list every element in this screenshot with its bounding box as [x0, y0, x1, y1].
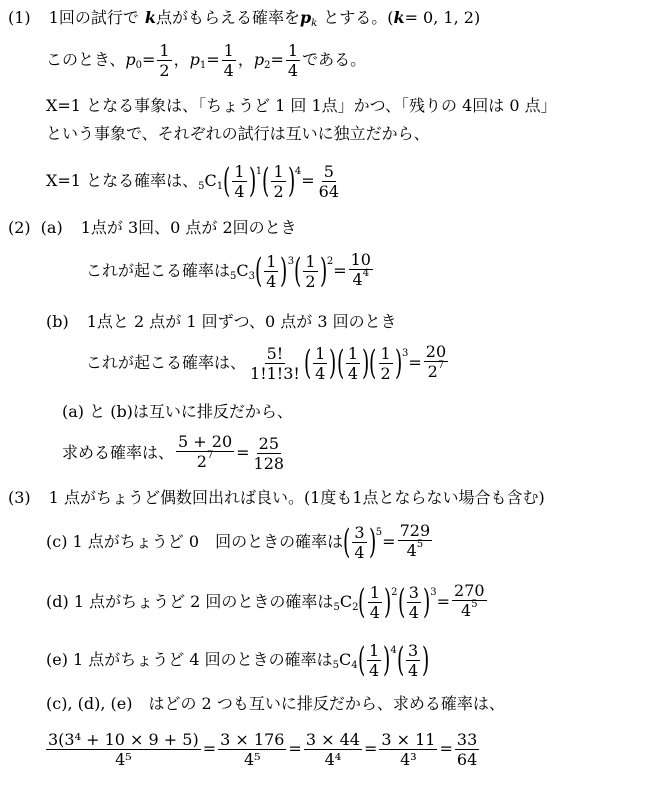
- paren: ): [383, 582, 392, 622]
- fraction: [304, 730, 362, 769]
- p3-d: [46, 580, 489, 624]
- den: 4: [354, 542, 365, 562]
- fraction: [346, 344, 360, 383]
- final-text: 求める確率は、: [62, 443, 175, 462]
- eq: =: [301, 171, 315, 190]
- den: 4³: [400, 749, 417, 769]
- fraction: [407, 583, 421, 622]
- eq: =: [206, 50, 220, 69]
- den: 4: [266, 271, 277, 291]
- den: 64: [318, 181, 340, 201]
- num: 20: [425, 342, 447, 361]
- num: 5: [323, 161, 334, 181]
- den: 128: [253, 453, 285, 473]
- den-base: 4: [406, 541, 417, 560]
- fraction: [248, 344, 302, 383]
- p3-cde-line: (c), (d), (e) はどの 2 つも互いに排反だから、求める確率は、: [46, 694, 505, 713]
- den-exp: 7: [206, 450, 214, 461]
- paren: (: [255, 251, 263, 291]
- paren: (: [336, 343, 344, 383]
- paren: (: [369, 343, 377, 383]
- problem-3-number: (3): [8, 488, 31, 507]
- c-text: (c) 1 点がちょうど 0 回のときの確率は: [46, 532, 344, 551]
- p0-sub: 0: [135, 60, 142, 71]
- paren: ): [362, 343, 370, 383]
- paren: (: [294, 251, 302, 291]
- num: 1: [287, 40, 299, 60]
- c-post: 1: [216, 181, 224, 192]
- den-exp: 5: [416, 539, 424, 550]
- eq: =: [333, 261, 347, 280]
- den: [351, 270, 372, 292]
- fraction: [46, 730, 201, 769]
- paren: (: [223, 161, 231, 201]
- k-values: = 0, 1, 2): [404, 8, 481, 27]
- p3-e: [46, 638, 429, 682]
- paren: (: [343, 522, 351, 562]
- p3-intro: 1 点がちょうど偶数回出れば良い。(1度も1点とならない場合も含む): [48, 488, 545, 507]
- p1-text: 1回の試行で: [48, 8, 139, 27]
- den-base: 4: [352, 270, 363, 289]
- num: 729: [399, 521, 431, 540]
- p1: p: [189, 50, 200, 69]
- num: 3 × 176: [220, 729, 285, 749]
- p3-line1: [8, 488, 545, 508]
- paren: ): [287, 161, 295, 201]
- paren: (: [303, 343, 312, 383]
- eq: =: [408, 353, 422, 372]
- num: 1: [273, 161, 284, 181]
- paren: (: [262, 161, 270, 201]
- paren: (: [357, 640, 365, 680]
- num: 1: [305, 251, 316, 271]
- den-exp: 5: [471, 599, 478, 610]
- p2-final: [62, 430, 288, 476]
- num: 3: [408, 640, 419, 660]
- fraction: [406, 641, 420, 680]
- paren: ): [422, 582, 431, 622]
- paren: ): [319, 251, 327, 291]
- p1-l2-end: である。: [302, 50, 367, 69]
- num: 1: [159, 40, 170, 60]
- b-text: 1点と 2 点が 1 回ずつ、0 点が 3 回のとき: [86, 312, 397, 331]
- fraction: [313, 344, 327, 383]
- paren: (: [397, 582, 405, 622]
- p1-line4: という事象で、それぞれの試行は互いに独立だから、: [46, 124, 430, 143]
- fraction: [303, 252, 317, 291]
- fraction: [271, 162, 285, 201]
- c-post: 3: [248, 271, 256, 282]
- num: 1: [315, 343, 326, 363]
- fraction: [455, 730, 479, 769]
- den: 4: [347, 363, 359, 383]
- p3-final-eq: [44, 726, 481, 772]
- p1-line5: [46, 158, 343, 204]
- p0: p: [125, 50, 136, 69]
- fraction: [452, 581, 487, 623]
- exp: 3: [287, 256, 295, 267]
- eq: =: [439, 739, 453, 758]
- p2: p: [253, 50, 265, 69]
- combination: C: [339, 592, 353, 611]
- num: 3 × 44: [305, 729, 360, 749]
- den-exp: 7: [437, 360, 445, 371]
- comma: ，: [237, 50, 254, 69]
- exp: 2: [391, 587, 398, 598]
- fraction: [157, 41, 171, 80]
- den: 4: [315, 363, 326, 383]
- eq: =: [236, 443, 250, 462]
- exp: 3: [402, 348, 409, 359]
- num: 3 × 11: [381, 729, 436, 749]
- num: 3: [408, 582, 419, 602]
- exp: 3: [430, 587, 437, 598]
- b-prob-text: これが起こる確率は、: [86, 353, 247, 372]
- c-pre: 5: [332, 660, 340, 671]
- var-pk: p: [299, 8, 312, 27]
- paren: (: [358, 582, 366, 622]
- combination: C: [236, 261, 249, 280]
- den-base: 4: [461, 601, 472, 620]
- num: 1: [369, 582, 380, 602]
- den: 4: [368, 660, 380, 680]
- paren: (: [396, 640, 405, 680]
- den: 4: [408, 660, 419, 680]
- p1-text2: 点がもらえる確率を: [155, 8, 300, 27]
- fraction: [252, 434, 287, 473]
- problem-1-number: (1): [8, 8, 31, 27]
- eq: =: [436, 592, 451, 611]
- problem-2-number: (2): [8, 218, 31, 237]
- den-base: 2: [427, 362, 438, 381]
- paren: ): [280, 251, 288, 291]
- num: 1: [368, 640, 380, 660]
- paren: ): [394, 343, 403, 383]
- den: 4: [234, 181, 245, 201]
- exp: 2: [326, 256, 334, 267]
- a-text: 1点が 3回、0 点が 2回のとき: [80, 218, 297, 237]
- p2-ab-line: (a) と (b)は互いに排反だから、: [62, 402, 293, 421]
- eq: =: [382, 532, 396, 551]
- p2-line-a: [8, 218, 297, 238]
- fraction: [232, 162, 246, 201]
- num: 1: [380, 343, 391, 363]
- den-base: 2: [196, 452, 207, 471]
- num: 1: [347, 343, 359, 363]
- den: 4⁴: [324, 749, 342, 769]
- fraction: [379, 730, 437, 769]
- den: 4: [408, 602, 419, 622]
- c-post: 2: [352, 602, 359, 613]
- p1-l2-text: このとき、: [46, 50, 126, 69]
- num: 1: [234, 161, 245, 181]
- den: [459, 601, 480, 623]
- c-pre: 5: [333, 602, 340, 613]
- fraction: [367, 641, 381, 680]
- var-k2: k: [393, 8, 405, 27]
- fraction: [264, 252, 278, 291]
- den: 64: [456, 749, 478, 769]
- num: 270: [454, 581, 485, 600]
- exp: 4: [294, 166, 302, 177]
- label-b: (b): [46, 312, 69, 331]
- p1-text3: とする。(: [323, 8, 394, 27]
- den: [426, 362, 447, 384]
- eq: =: [270, 50, 284, 69]
- num: 3(3⁴ + 10 × 9 + 5): [48, 729, 199, 749]
- fraction: [352, 523, 366, 562]
- fraction: [317, 162, 341, 201]
- p2-sub: 2: [264, 60, 271, 71]
- p1-l5-text: X=1 となる確率は、: [46, 171, 199, 190]
- den: [405, 541, 426, 563]
- num: 3: [354, 522, 365, 542]
- paren: ): [368, 522, 376, 562]
- label-a: (a): [40, 218, 63, 237]
- den: 4⁵: [115, 749, 132, 769]
- fraction: [368, 583, 382, 622]
- den: 4: [223, 60, 234, 80]
- fraction: [424, 342, 448, 384]
- p1-line3: X=1 となる事象は、「ちょうど 1 回 1点」かつ、「残りの 4回は 0 点」: [46, 96, 557, 115]
- num: 10: [350, 250, 371, 269]
- p2-b-prob: [86, 340, 450, 386]
- den: [195, 452, 216, 474]
- num: 5!: [266, 343, 284, 363]
- exp: 1: [255, 166, 263, 177]
- num: 1: [223, 40, 234, 60]
- c-post: 4: [351, 660, 358, 671]
- den: 4: [287, 60, 299, 80]
- exp: 5: [375, 527, 383, 538]
- fraction: [379, 344, 393, 383]
- p3-c: [46, 520, 434, 564]
- paren: ): [329, 343, 337, 383]
- num: 1: [266, 251, 277, 271]
- p1-sub: 1: [199, 60, 207, 71]
- fraction: [398, 521, 433, 563]
- eq: =: [363, 739, 378, 758]
- num: 25: [258, 433, 279, 453]
- c-pre: 5: [198, 181, 205, 192]
- e-text: (e) 1 点がちょうど 4 回のときの確率は: [46, 650, 333, 669]
- p1-line2: [46, 38, 366, 82]
- den-exp: 4: [362, 268, 370, 279]
- d-text: (d) 1 点がちょうど 2 回のときの確率は: [46, 592, 334, 611]
- c-pre: 5: [230, 271, 237, 282]
- combination: C: [204, 171, 217, 190]
- eq: =: [142, 50, 156, 69]
- fraction: [349, 250, 373, 292]
- den: 2: [273, 181, 284, 201]
- den: 4: [369, 602, 380, 622]
- den: 2: [305, 271, 316, 291]
- paren: ): [383, 640, 391, 680]
- fraction: [286, 41, 300, 80]
- p1-line1: [8, 8, 480, 28]
- num: 33: [456, 729, 478, 749]
- combination: C: [339, 650, 352, 669]
- eq: =: [288, 739, 302, 758]
- paren: ): [248, 161, 256, 201]
- den: 1!1!3!: [250, 363, 300, 383]
- a-prob-text: これが起こる確率は: [86, 261, 231, 280]
- fraction: [218, 730, 286, 769]
- den: 4⁵: [243, 749, 261, 769]
- den: 2: [380, 363, 391, 383]
- p2-line-b: [46, 312, 397, 332]
- pk-sub: k: [311, 18, 318, 29]
- comma: ，: [173, 50, 190, 69]
- den: 2: [159, 60, 170, 80]
- fraction: [176, 432, 234, 474]
- paren: ): [422, 640, 430, 680]
- fraction: [222, 41, 236, 80]
- eq: =: [202, 739, 217, 758]
- num: 5 + 20: [178, 432, 233, 451]
- exp: 4: [390, 645, 397, 656]
- var-k: k: [144, 8, 156, 27]
- p2-a-prob: [86, 248, 375, 294]
